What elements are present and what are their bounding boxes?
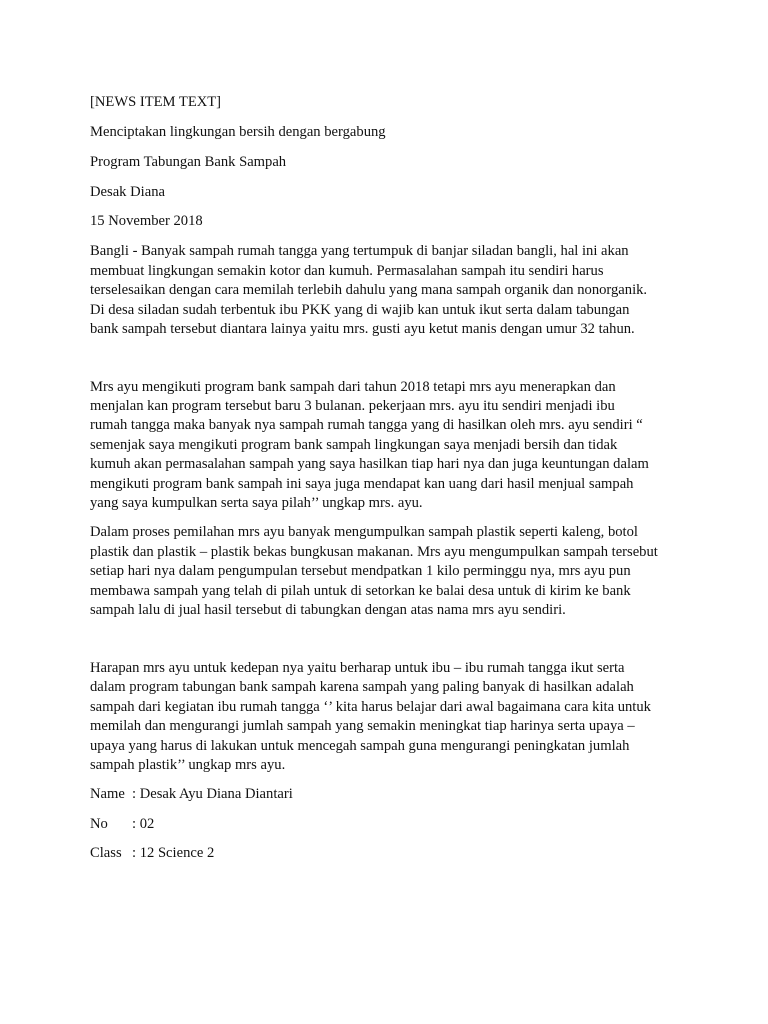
date: 15 November 2018 [90, 213, 203, 229]
paragraph-3-line: sampah lalu di jual hasil tersebut di tabungkan dengan atas nama mrs ayu sendiri. [90, 602, 566, 618]
paragraph-1-line: bank sampah tersebut diantara lainya yaitu mrs. gusti ayu ketut manis dengan umur 32 tahun. [90, 321, 635, 337]
paragraph-2-line: kumuh akan permasalahan sampah yang saya hasilkan tiap hari nya dan juga keuntungan dalam [90, 456, 649, 472]
paragraph-4-line: dalam program tabungan bank sampah karena sampah yang paling banyak di hasilkan adalah [90, 679, 634, 695]
paragraph-4-line: sampah plastik’’ ungkap mrs ayu. [90, 757, 286, 773]
paragraph-2-line: semenjak saya mengikuti program bank sampah lingkungan saya menjadi bersih dan tidak [90, 437, 618, 453]
paragraph-4-line: sampah dari kegiatan ibu rumah tangga ‘’ kita harus belajar dari awal bagaimana cara kita untuk [90, 699, 651, 715]
no-label: No [90, 816, 108, 832]
paragraph-2-line: mengikuti program bank sampah ini saya juga mendapat kan uang dari hasil menjual sampah [90, 476, 634, 492]
document-heading: [NEWS ITEM TEXT] [90, 94, 222, 110]
class-value: : 12 Science 2 [132, 845, 215, 861]
no-value: : 02 [132, 816, 155, 832]
paragraph-1-line: membuat lingkungan semakin kotor dan kumuh. Permasalahan sampah itu sendiri harus [90, 263, 604, 279]
paragraph-2-line: rumah tangga maka banyak nya sampah rumah tangga yang di hasilkan oleh mrs. ayu sendiri “ [90, 417, 643, 433]
paragraph-3-line: Dalam proses pemilahan mrs ayu banyak mengumpulkan sampah plastik seperti kaleng, botol [90, 524, 638, 540]
author: Desak Diana [90, 184, 165, 200]
paragraph-1-line: terselesaikan dengan cara memilah terlebih dahulu yang mana sampah organik dan nonorganik. [90, 282, 648, 298]
paragraph-4-line: upaya yang harus di lakukan untuk mencegah sampah guna mengurangi peningkatan jumlah [90, 738, 630, 754]
info-name-row [90, 785, 293, 803]
info-class-row [90, 844, 214, 862]
title-line-1: Menciptakan lingkungan bersih dengan bergabung [90, 124, 386, 140]
paragraph-4-line: Harapan mrs ayu untuk kedepan nya yaitu berharap untuk ibu – ibu rumah tangga ikut serta [90, 660, 625, 676]
name-label: Name [90, 786, 125, 802]
paragraph-2-line: yang saya kumpulkan serta saya pilah’’ ungkap mrs. ayu. [90, 495, 423, 511]
paragraph-1-line: Di desa siladan sudah terbentuk ibu PKK yang di wajib kan untuk ikut serta dalam tabungan [90, 302, 630, 318]
paragraph-3-line: plastik dan plastik – plastik bekas bungkusan makanan. Mrs ayu mengumpulkan sampah tersebut [90, 544, 658, 560]
paragraph-2-line: menjalan kan program tersebut baru 3 bulanan. pekerjaan mrs. ayu itu sendiri menjadi ibu [90, 398, 615, 414]
name-value: : Desak Ayu Diana Diantari [132, 786, 293, 802]
title-line-2: Program Tabungan Bank Sampah [90, 154, 287, 170]
paragraph-1-line: Bangli - Banyak sampah rumah tangga yang tertumpuk di banjar siladan bangli, hal ini akan [90, 243, 629, 259]
paragraph-4-line: memilah dan mengurangi jumlah sampah yang semakin meningkat tiap harinya serta upaya – [90, 718, 635, 734]
paragraph-2-line: Mrs ayu mengikuti program bank sampah dari tahun 2018 tetapi mrs ayu menerapkan dan [90, 379, 616, 395]
class-label: Class [90, 845, 122, 861]
paragraph-3-line: membawa sampah yang telah di pilah untuk di setorkan ke balai desa untuk di kirim ke bank [90, 583, 631, 599]
info-no-row [90, 815, 154, 833]
paragraph-3-line: setiap hari nya dalam pengumpulan tersebut mendpatkan 1 kilo perminggu nya, mrs ayu pun [90, 563, 631, 579]
